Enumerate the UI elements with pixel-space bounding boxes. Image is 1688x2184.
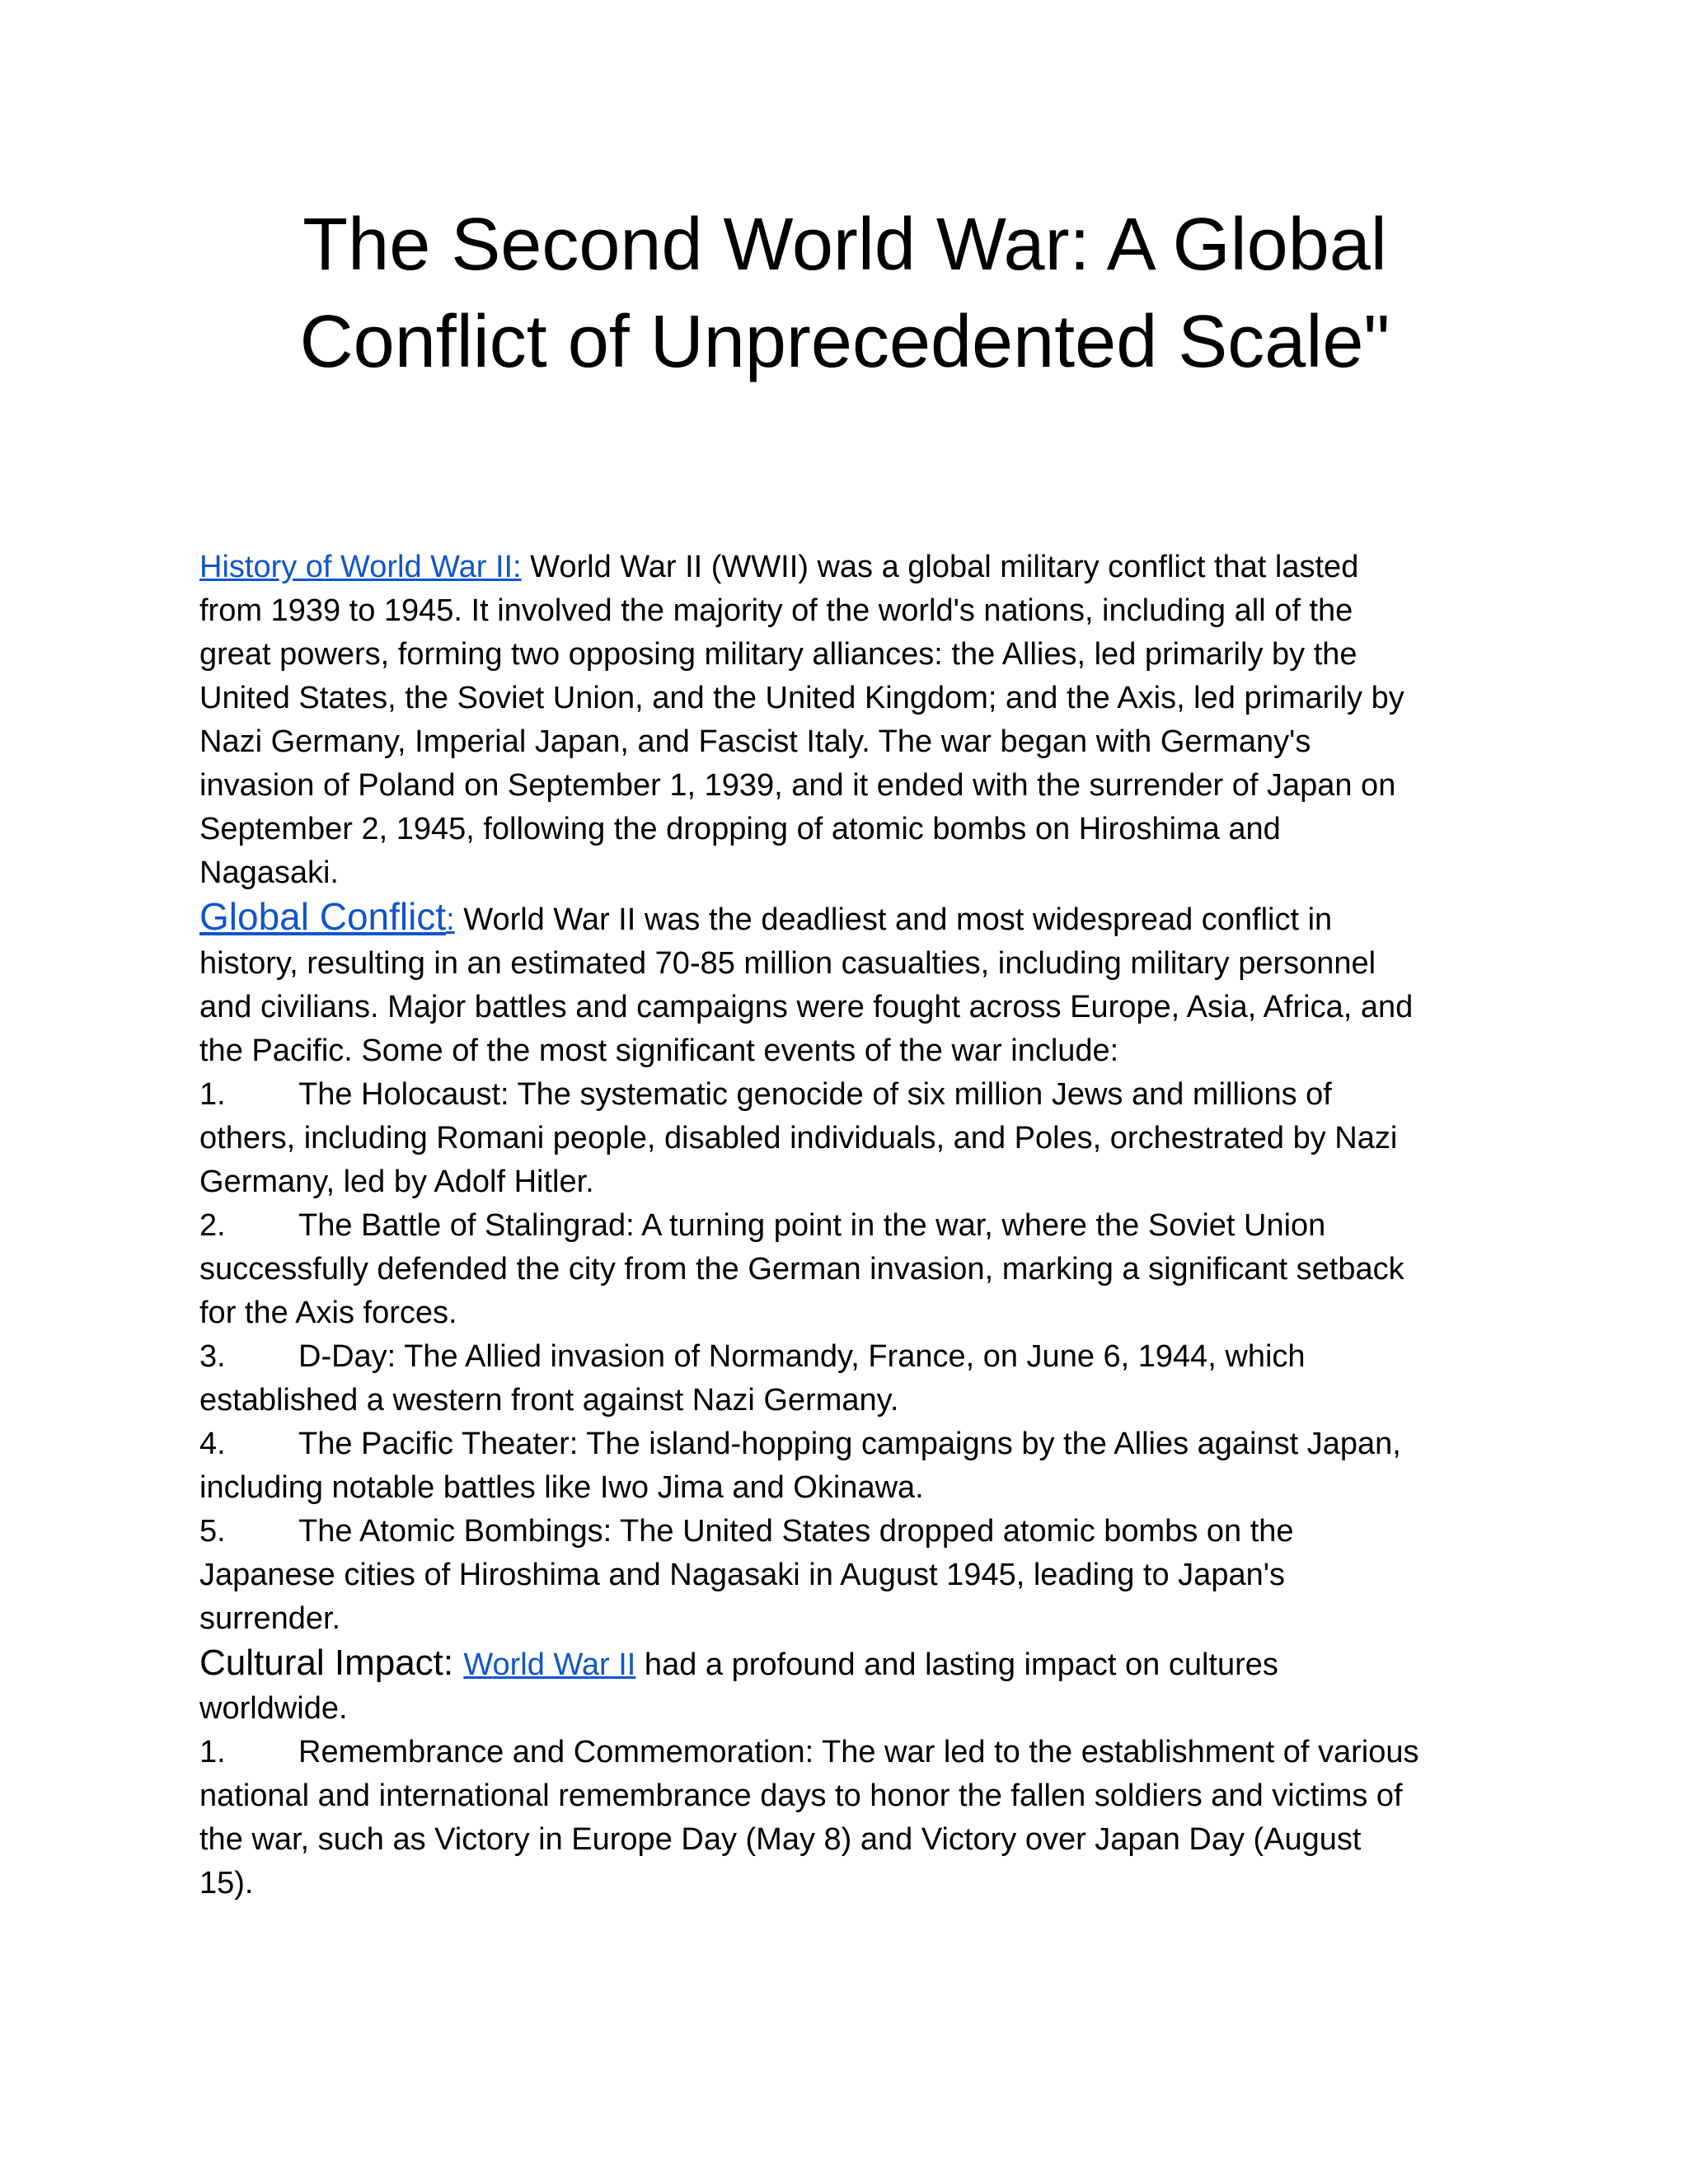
history-paragraph (199, 546, 1510, 895)
paragraph-line: worldwide. (199, 1691, 348, 1726)
paragraph-line: invasion of Poland on September 1, 1939, and it ended with the surrender of Japan on (199, 768, 1396, 803)
paragraph-line (199, 546, 1510, 589)
events-list (199, 1073, 1510, 1641)
title-line: The Second World War: A Global (302, 204, 1387, 286)
list-item-line: national and international remembrance days to honor the fallen soldiers and victims of (199, 1779, 1403, 1813)
list-item (199, 1335, 1510, 1422)
list-item-line (199, 1335, 1510, 1379)
list-item-line: successfully defended the city from the German invasion, marking a significant setback (199, 1252, 1404, 1286)
global-conflict-link[interactable]: Global Conflict (199, 895, 447, 938)
list-item-line (199, 1422, 1510, 1466)
paragraph-line: September 2, 1945, following the dropping of atomic bombs on Hiroshima and (199, 812, 1281, 846)
list-item-line (199, 1204, 1510, 1248)
list-item-line: for the Axis forces. (199, 1296, 457, 1330)
list-item-line: Germany, led by Adolf Hitler. (199, 1165, 594, 1199)
paragraph-line: Nagasaki. (199, 855, 339, 890)
title-line: Conflict of Unprecedented Scale" (299, 301, 1390, 383)
list-item (199, 1731, 1510, 1905)
list-item (199, 1204, 1510, 1335)
paragraph-line (199, 1641, 1510, 1687)
list-item-line (199, 1073, 1510, 1117)
list-item-text: The Pacific Theater: The island-hopping campaigns by the Allies against Japan, (298, 1427, 1401, 1461)
list-item-line: others, including Romani people, disabled individuals, and Poles, orchestrated by Nazi (199, 1121, 1398, 1155)
history-link[interactable]: History of World War II: (199, 550, 522, 584)
paragraph-line: great powers, forming two opposing military alliances: the Allies, led primarily by the (199, 637, 1357, 672)
list-item (199, 1510, 1510, 1641)
list-number: 4. (199, 1427, 226, 1461)
list-item-text: The Battle of Stalingrad: A turning point in the war, where the Soviet Union (298, 1208, 1326, 1243)
cultural-impact-paragraph (199, 1641, 1510, 1731)
list-item-line: established a western front against Nazi Germany. (199, 1383, 899, 1418)
paragraph-line: United States, the Soviet Union, and the United Kingdom; and the Axis, led primarily by (199, 681, 1404, 715)
paragraph-line: from 1939 to 1945. It involved the majority of the world's nations, including all of the (199, 593, 1353, 628)
paragraph-text: World War II (WWII) was a global military conflict that lasted (521, 550, 1359, 584)
global-conflict-paragraph (199, 895, 1510, 1073)
document-title (198, 196, 1492, 391)
paragraph-line: history, resulting in an estimated 70-85 million casualties, including military personnel (199, 946, 1376, 981)
list-number: 2. (199, 1208, 226, 1243)
paragraph-line (199, 895, 1510, 942)
paragraph-line: and civilians. Major battles and campaigns were fought across Europe, Asia, Africa, and (199, 990, 1414, 1024)
list-item-line: surrender. (199, 1601, 341, 1636)
list-item-line: including notable battles like Iwo Jima and Okinawa. (199, 1470, 924, 1505)
list-number: 5. (199, 1514, 226, 1549)
list-item (199, 1422, 1510, 1510)
cultural-impact-heading: Cultural Impact: (199, 1643, 464, 1683)
list-item-line: Japanese cities of Hiroshima and Nagasaki in August 1945, leading to Japan's (199, 1558, 1285, 1592)
list-item-line: the war, such as Victory in Europe Day (May 8) and Victory over Japan Day (August (199, 1822, 1362, 1857)
list-item-line: 15). (199, 1866, 254, 1900)
list-item-text: D-Day: The Allied invasion of Normandy, France, on June 6, 1944, which (298, 1339, 1306, 1374)
list-number: 3. (199, 1339, 226, 1374)
list-number: 1. (199, 1735, 226, 1769)
world-war-ii-link[interactable]: World War II (463, 1647, 636, 1682)
list-item-text: Remembrance and Commemoration: The war led to the establishment of various (298, 1735, 1419, 1769)
global-conflict-link-colon[interactable]: : (446, 902, 455, 937)
paragraph-line: Nazi Germany, Imperial Japan, and Fascist Italy. The war began with Germany's (199, 724, 1311, 759)
list-item-line (199, 1731, 1510, 1774)
list-item-text: The Atomic Bombings: The United States dropped atomic bombs on the (298, 1514, 1294, 1549)
paragraph-line: the Pacific. Some of the most significant events of the war include: (199, 1033, 1119, 1068)
cultural-list (199, 1731, 1510, 1905)
list-item (199, 1073, 1510, 1204)
list-item-line (199, 1510, 1510, 1554)
paragraph-text: World War II was the deadliest and most widespread conflict in (454, 902, 1333, 937)
paragraph-text: had a profound and lasting impact on cultures (635, 1647, 1278, 1682)
document-body (199, 546, 1510, 1905)
list-number: 1. (199, 1077, 226, 1112)
list-item-text: The Holocaust: The systematic genocide of six million Jews and millions of (298, 1077, 1332, 1112)
